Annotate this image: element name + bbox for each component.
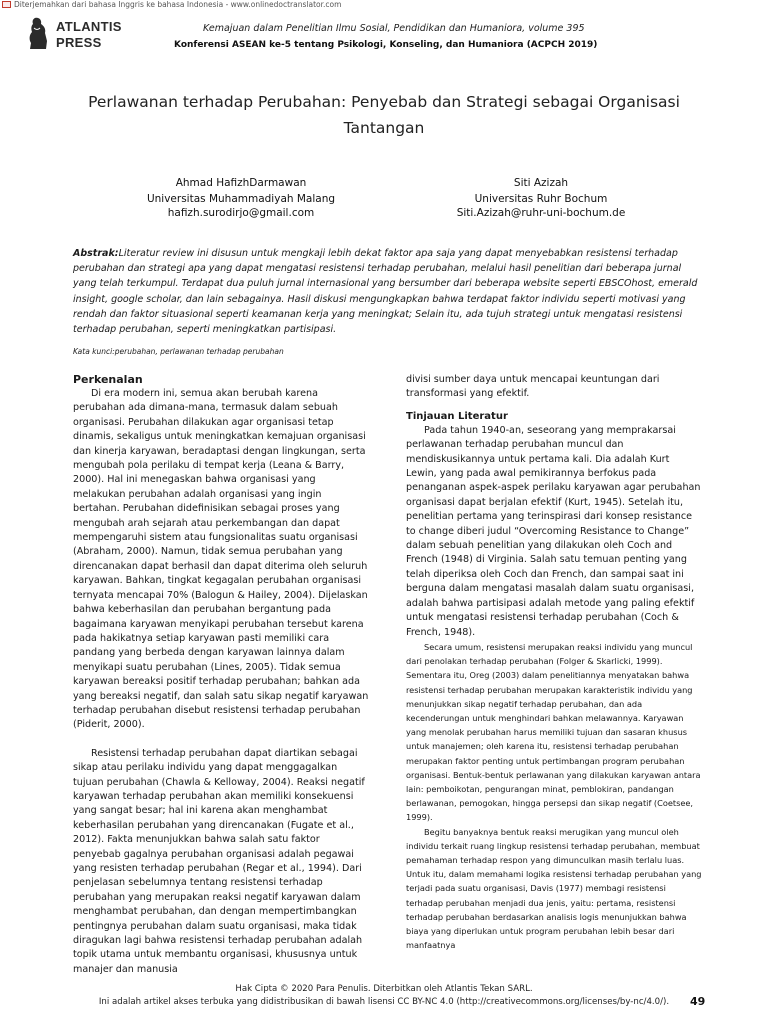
page-number: 49 <box>690 995 706 1008</box>
author-affiliation: Universitas Muhammadiyah Malang <box>146 193 336 205</box>
pdf-translator-icon <box>2 1 11 8</box>
section-heading-literature-review: Tinjauan Literatur <box>406 410 508 422</box>
logo-word-press: PRESS <box>56 35 102 50</box>
thinker-statue-icon <box>26 16 50 50</box>
translator-banner-text[interactable]: Diterjemahkan dari bahasa Inggris ke bahasa Indonesia - www.onlinedoctranslator.com <box>14 0 342 9</box>
section-heading-introduction: Perkenalan <box>73 373 143 386</box>
body-paragraph-continuation: divisi sumber daya untuk mencapai keuntungan dari transformasi yang efektif. <box>406 374 660 400</box>
paragraph-gap <box>73 733 369 747</box>
footer-license: Ini adalah artikel akses terbuka yang didistribusikan di bawah lisensi CC BY-NC 4.0 (http://creativecommons.org/licenses/by-nc/4.0/). <box>98 997 670 1007</box>
abstract-label: Abstrak: <box>73 248 119 259</box>
abstract-text: Literatur review ini disusun untuk mengkaji lebih dekat faktor apa saja yang dapat menyebabkan resistensi terhadap perubahan dan strategi apa yang dapat mengatasi resistensi terhadap perubahan, melalui hasil penelitian dari beberapa jurnal yang telah terkumpul. Terdapat dua puluh jurnal internasional yang bersumber dari beberapa website seperti EBSCOhost, emerald insight, google scholar, dan lain sebagainya. Hasil diskusi mengungkapkan bahwa terdapat faktor individu seperti motivasi yang rendah dan faktor situasional seperti keamanan kerja yang meningkat; Selain itu, ada tujuh strategi untuk mengatasi resistensi terhadap perubahan, seperti meningkatkan partisipasi. <box>73 248 698 336</box>
left-column <box>73 372 369 977</box>
footer-copyright: Hak Cipta © 2020 Para Penulis. Diterbitkan oleh Atlantis Tekan SARL. <box>235 984 533 994</box>
author-email[interactable]: hafizh.surodirjo@gmail.com <box>167 207 315 219</box>
abstract <box>73 246 699 337</box>
author-block-1 <box>100 176 382 220</box>
body-paragraph: Pada tahun 1940-an, seseorang yang memprakarsai perlawanan terhadap perubahan muncul dan mendiskusikannya untuk pertama kali. Dia adalah Kurt Lewin, yang pada awal pemikirannya berfokus pada penanganan aspek-aspek perilaku karyawan agar perubahan organisasi dapat berjalan efektif (Kurt, 1945). Setelah itu, penelitian pertama yang terinspirasi dari konsep resistance to change diberi judul “Overcoming Resistance to Change” dalam sebuah penelitian yang dilakukan oleh Coch and French (1948) di Virginia. Salah satu temuan penting yang telah diperiksa oleh Coch dan French, dan sampai saat ini berguna dalam mengatasi masalah dalam suatu organisasi, adalah bahwa partisipasi adalah metode yang paling efektif untuk mengatasi resistensi terhadap perubahan (Coch & French, 1948). <box>406 424 701 638</box>
body-paragraph: Secara umum, resistensi merupakan reaksi individu yang muncul dari penolakan terhadap perubahan (Folger & Skarlicki, 1999). Sementara itu, Oreg (2003) dalam penelitiannya menyatakan bahwa resistensi terhadap perubahan merupakan karakteristik individu yang menunjukkan sikap negatif terhadap perubahan, dan ada kecenderungan untuk menghindari bahkan melawannya. Karyawan yang menolak perubahan harus memiliki tujuan dan sasaran khusus untuk manajemen; oleh karena itu, resistensi terhadap perubahan merupakan faktor penting untuk pertimbangan program perubahan organisasi. Bentuk-bentuk perlawanan yang dilakukan karyawan antara lain: pemboikotan, pengurangan minat, pemblokiran, pandangan berlawanan, pemogokan, hingga persepsi dan sikap negatif (Coetsee, 1999). <box>406 641 701 823</box>
paper-title <box>60 89 708 141</box>
keywords: Kata kunci:perubahan, perlawanan terhadap perubahan <box>73 347 284 356</box>
paper-title-line-2: Tantangan <box>343 119 425 137</box>
atlantis-press-logo <box>26 16 126 52</box>
paragraph-gap <box>406 402 702 410</box>
paper-title-line-1: Perlawanan terhadap Perubahan: Penyebab dan Strategi sebagai Organisasi <box>88 93 680 111</box>
logo-word-atlantis: ATLANTIS <box>56 19 122 34</box>
author-affiliation: Universitas Ruhr Bochum <box>474 193 608 205</box>
translator-banner[interactable] <box>0 0 341 9</box>
author-name: Ahmad HafizhDarmawan <box>175 177 307 189</box>
body-paragraph: Begitu banyaknya bentuk reaksi merugikan yang muncul oleh individu terkait ruang lingkup resistensi terhadap perubahan, membuat pemahaman terhadap respon yang dimunculkan masih terlalu luas. Untuk itu, dalam memahami logika resistensi terhadap perubahan yang terjadi pada suatu organisasi, Davis (1977) membagi resistensi terhadap perubahan menjadi dua jenis, yaitu: pertama, resistensi terhadap perubahan berdasarkan analisis logis menunjukkan bahwa biaya yang diperlukan untuk program perubahan lebih besar dari manfaatnya <box>406 826 702 951</box>
body-paragraph: Di era modern ini, semua akan berubah karena perubahan ada dimana-mana, termasuk dalam sebuah organisasi. Perubahan dilakukan agar organisasi tetap dinamis, sekaligus untuk meningkatkan kemajuan organisasi dan kinerja karyawan, beradaptasi dengan lingkungan, serta mengubah pola perilaku di tempat kerja (Leana & Barry, 2000). Hal ini menegaskan bahwa organisasi yang melakukan perubahan adalah organisasi yang ingin bertahan. Perubahan didefinisikan sebagai proses yang mengubah arah sejarah atau perkembangan dan dapat mempengaruhi sistem atau fungsionalitas suatu organisasi (Abraham, 2000). Namun, tidak semua perubahan yang direncanakan dapat berhasil dan dapat diterima oleh seluruh karyawan. Bahkan, tingkat kegagalan perubahan organisasi ternyata mencapai 70% (Balogun & Hailey, 2004). Dijelaskan bahwa keberhasilan dan perubahan bergantung pada bagaimana karyawan menyikapi perubahan tersebut karena pada hakikatnya setiap karyawan pasti memiliki cara pandang yang berbeda dengan karyawan lainnya dalam menyikapi suatu perubahan (Lines, 2005). Tidak semua karyawan bereaksi positif terhadap perubahan; bahkan ada yang bereaksi negatif, dan salah satu sikap negatif karyawan terhadap perubahan disebut resistensi terhadap perubahan (Piderit, 2000). <box>73 388 369 731</box>
conference-header: Konferensi ASEAN ke-5 tentang Psikologi, Konseling, dan Humaniora (ACPCH 2019) <box>174 40 598 50</box>
journal-header: Kemajuan dalam Penelitian Ilmu Sosial, Pendidikan dan Humaniora, volume 395 <box>203 23 585 34</box>
author-email[interactable]: Siti.Azizah@ruhr-uni-bochum.de <box>456 207 626 219</box>
body-paragraph: Resistensi terhadap perubahan dapat diartikan sebagai sikap atau perilaku individu yang dapat menggagalkan tujuan perubahan (Chawla & Kelloway, 2004). Reaksi negatif karyawan terhadap perubahan akan memiliki konsekuensi yang sangat besar; hal ini karena akan menghambat keberhasilan perubahan yang direncanakan (Fugate et al., 2012). Fakta menunjukkan bahwa salah satu faktor penyebab gagalnya perubahan organisasi adalah pegawai yang resisten terhadap perubahan (Regar et al., 1994). Dari penjelasan sebelumnya tentang resistensi terhadap perubahan yang merupakan reaksi negatif karyawan dalam menghambat perubahan, dan dengan mempertimbangkan pentingnya perubahan dalam suatu organisasi, maka tidak diragukan lagi bahwa resistensi terhadap perubahan adalah topik utama untuk membantu organisasi, khususnya untuk manajer dan manusia <box>73 747 365 975</box>
right-column <box>406 373 702 952</box>
author-block-2 <box>402 176 680 220</box>
author-name: Siti Azizah <box>513 177 569 189</box>
